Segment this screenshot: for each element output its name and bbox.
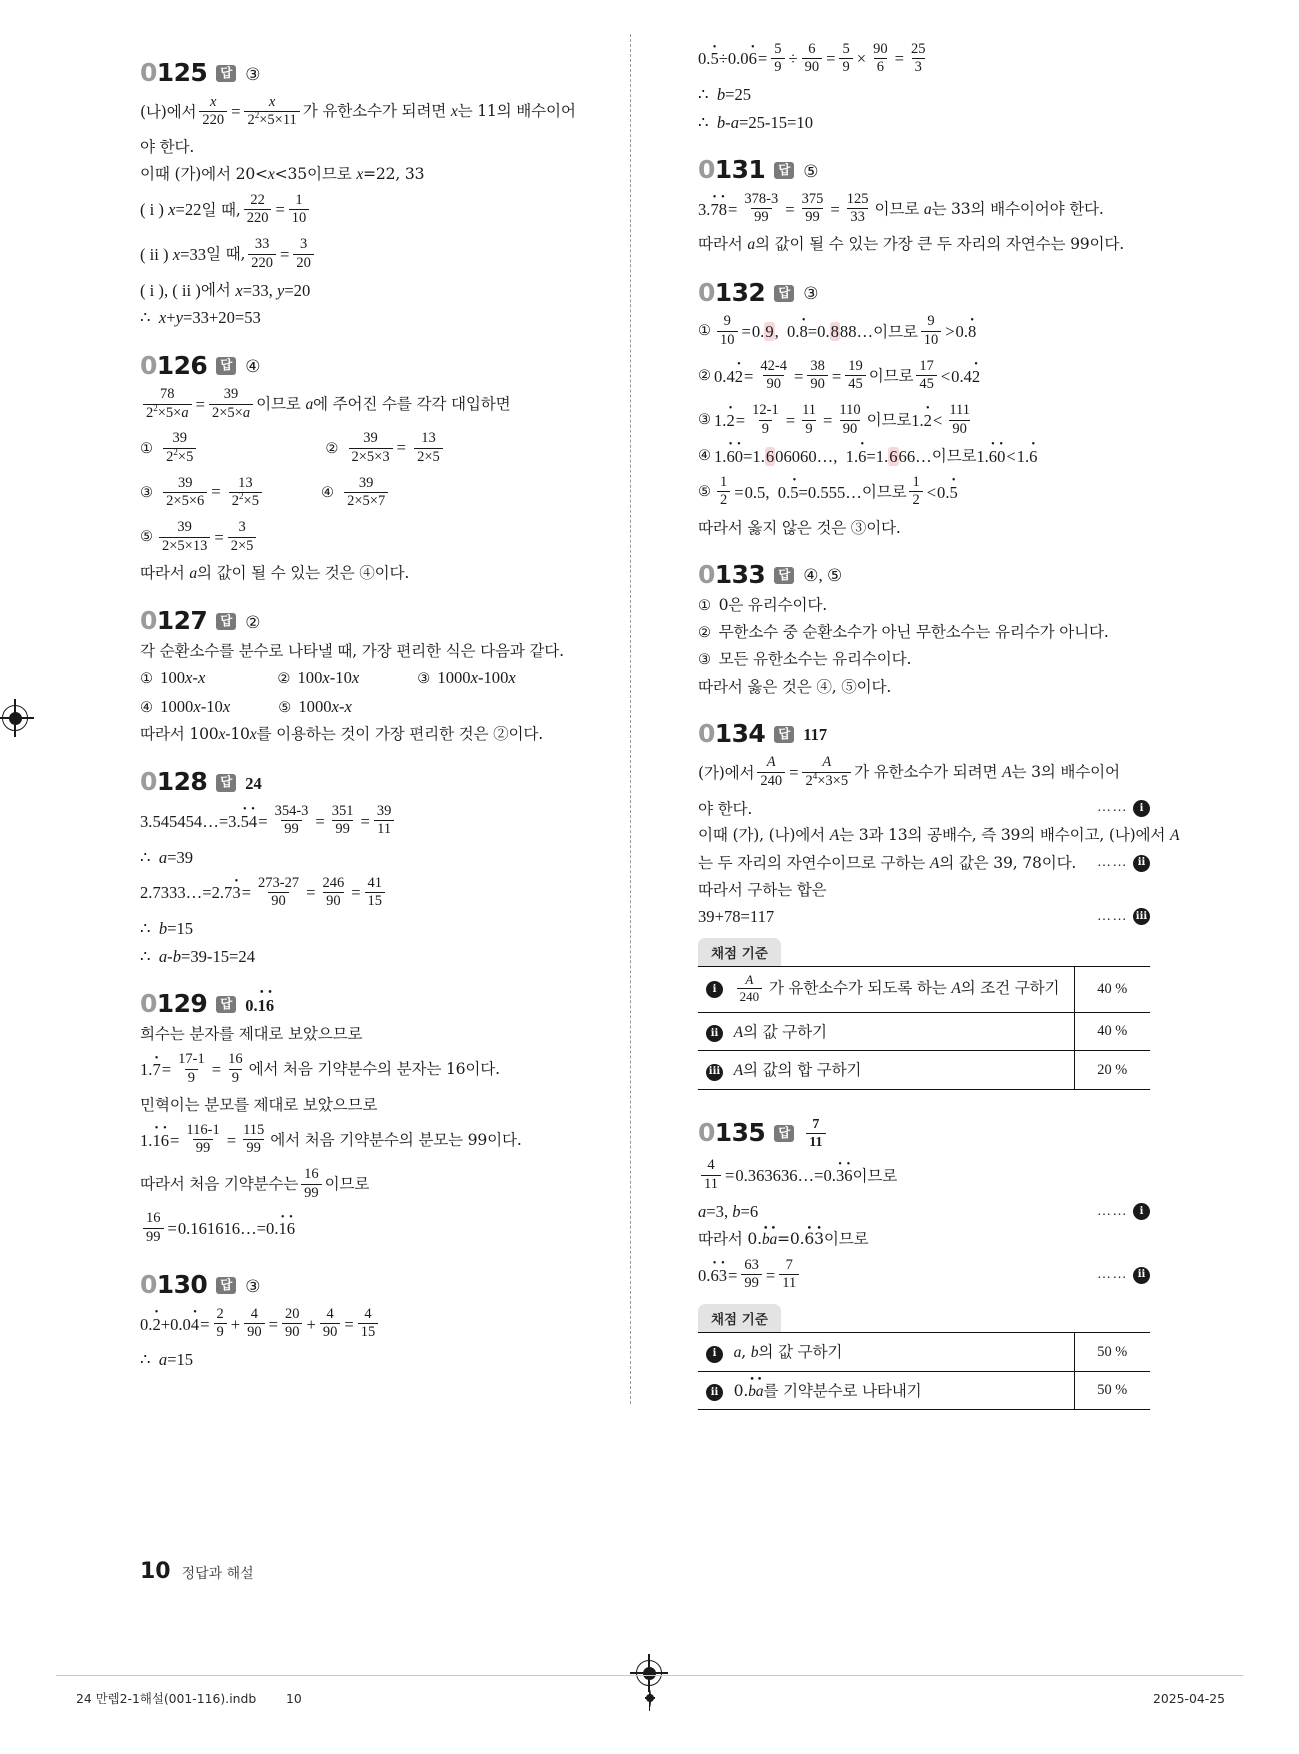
- solution-line: 따라서 구하는 합은: [698, 880, 827, 899]
- rubric-criteria: i $\frac{A}{240}$ 가 유한소수가 되도록 하는 A의 조건 구하기: [698, 966, 1074, 1012]
- print-date: 2025-04-25: [1152, 1690, 1225, 1706]
- solution-line: 0.5 •÷0.06 • = $\frac{5}{9}$ ÷ $\frac{6}{90}$ = $\frac{5}{9}$ × $\frac{90}{6}$ = $\frac{25}{3}$: [698, 42, 1150, 76]
- solution-line: 0.2 •+0.04 • = $\frac{2}{9}$ + $\frac{4}{90}$ = $\frac{20}{90}$ + $\frac{4}{90}$ = $\frac{4}{15}$: [140, 1307, 602, 1341]
- solution-line: ∴ x+y=33+20=53: [140, 308, 261, 328]
- solution-line: ③ $\frac{39}{2\times 5\times 6}$ = $\frac{13}{2^2\times 5}$ ④ $\frac{39}{2\times 5\times 7}$: [140, 476, 602, 510]
- problem-number: 0135: [698, 1117, 766, 1147]
- problem-number: 0132: [698, 277, 766, 307]
- solution-line: ∴ b=15: [140, 919, 194, 939]
- answer-chip: 답: [774, 1125, 794, 1143]
- solution-line: ∴ a=15: [140, 1350, 194, 1370]
- solution-line: ⑤ $\frac{39}{2\times 5\times 13}$ = $\frac{3}{2\times 5}$: [140, 520, 602, 554]
- step-marker-i: …… i: [1097, 1203, 1150, 1220]
- solution-line: 이때 (가), (나)에서 A는 3과 13의 공배수, 즉 39의 배수이고, (나)에서 A: [698, 826, 1180, 845]
- problem-number: 0127: [140, 606, 208, 636]
- table-row: [698, 1371, 1150, 1410]
- rubric-table-0135: [698, 1304, 1150, 1410]
- solution-line: ① 0은 유리수이다.: [698, 595, 827, 614]
- answer-chip: 답: [774, 726, 794, 744]
- rubric-points: 40 %: [1074, 1012, 1150, 1051]
- solution-line: 따라서 처음 기약분수는 $\frac{16}{99}$ 이므로: [140, 1166, 370, 1201]
- problem-number: 0131: [698, 155, 766, 185]
- solution-line: 야 한다.: [140, 138, 195, 157]
- solution-line: ③ 1.2 • = $\frac{12-1}{9}$ = $\frac{11}{9}$ = $\frac{110}{90}$ 이므로 1.2 • < $\frac{111}{90}$: [698, 403, 1150, 437]
- problem-0132: [698, 277, 1150, 537]
- solution-line: 야 한다. …… i: [698, 800, 1150, 817]
- rubric-points: 50 %: [1074, 1371, 1150, 1410]
- solution-line: 3.7 •8 • = $\frac{378-3}{99}$ = $\frac{375}{99}$ = $\frac{125}{33}$ 이므로 a는 33의 배수이어야 한다.: [698, 192, 1150, 226]
- rubric-title: 채점 기준: [698, 938, 781, 966]
- solution-line: ④ 1000x-10x ⑤ 1000x-x: [140, 696, 352, 716]
- right-column: [670, 34, 1180, 1424]
- solution-line: ∴ b-a=25-15=10: [698, 112, 814, 132]
- problem-0134: [698, 718, 1180, 1090]
- answer-chip: 답: [774, 285, 794, 303]
- solution-line: 민혁이는 분모를 제대로 보았으므로: [140, 1095, 378, 1114]
- rubric-title: 채점 기준: [698, 1304, 781, 1332]
- problem-header: [140, 767, 602, 797]
- problem-number: 0126: [140, 350, 208, 380]
- answer-value: 117: [803, 725, 828, 745]
- left-column: [140, 34, 620, 1424]
- solution-line: 희수는 분자를 제대로 보았으므로: [140, 1025, 363, 1044]
- answer-value: ⑤: [803, 161, 819, 181]
- problem-0133: [698, 559, 1150, 696]
- solution-line: a=3, b=6 …… i: [698, 1203, 1150, 1220]
- table-row: [698, 1051, 1150, 1090]
- problem-0127: [140, 608, 602, 743]
- solution-line: ① $\frac{9}{10}$ = 0.9, 0.8 •=0.888… 이므로 $\frac{9}{10}$ > 0.8 •: [698, 315, 1150, 349]
- rubric-points: 40 %: [1074, 966, 1150, 1012]
- answer-chip: 답: [774, 567, 794, 585]
- solution-line: $\frac{78}{2^2\times 5\times a}$ = $\frac{39}{2\times 5\times a}$ 이므로 a에 주어진 수를 각각 대입하면: [140, 388, 602, 422]
- solution-line: $\frac{16}{99}$ = 0.161616…=0.1 •6 •: [140, 1212, 602, 1246]
- answer-value: ③: [245, 1276, 261, 1296]
- solution-line: 는 두 자리의 자연수이므로 구하는 A의 값은 39, 78이다. …… ii: [698, 855, 1150, 872]
- problem-0125: [140, 60, 602, 327]
- page-footer: [140, 1559, 254, 1584]
- step-marker-iii: …… iii: [1097, 908, 1150, 925]
- solution-line: ( i ) x=22 일 때, $\frac{22}{220}$ = $\frac{1}{10}$: [140, 193, 602, 227]
- rubric-points: 50 %: [1074, 1333, 1150, 1372]
- print-filename: 24 만렙2-1해설(001-116).indb: [76, 1691, 257, 1706]
- registration-mark-footer: [649, 1691, 651, 1706]
- rubric-criteria: i a, b의 값 구하기: [698, 1333, 1074, 1372]
- solution-line: $\frac{4}{11}$ = 0.363636…=0.3 •6 • 이므로: [698, 1159, 1150, 1193]
- problem-0130: [140, 1272, 602, 1369]
- problem-0128: [140, 769, 602, 965]
- problem-header: [140, 1270, 602, 1300]
- problem-header: [140, 350, 602, 380]
- step-marker-ii: …… ii: [1097, 855, 1150, 872]
- solution-line: 1.7 • = $\frac{17-1}{9}$ = $\frac{16}{9}$ 에서 처음 기약분수의 분자는 16이다.: [140, 1053, 602, 1087]
- answer-value: ③: [245, 64, 261, 84]
- solution-line: 따라서 100x-10x를 이용하는 것이 가장 편리한 것은 ②이다.: [140, 724, 544, 743]
- problem-0129: [140, 991, 602, 1246]
- solution-line: 이때 (가)에서 20<x<35이므로 x=22, 33: [140, 164, 425, 183]
- answer-chip: 답: [216, 65, 236, 83]
- table-row: [698, 966, 1150, 1012]
- answer-value: ④: [245, 357, 261, 376]
- solution-line: 따라서 옳은 것은 ④, ⑤이다.: [698, 677, 892, 696]
- problem-number: 0133: [698, 559, 766, 589]
- content-columns: [140, 34, 1180, 1424]
- problem-header: [698, 277, 1150, 307]
- step-marker-i: …… i: [1097, 800, 1150, 817]
- rubric-points: 20 %: [1074, 1051, 1150, 1090]
- problem-0131: [698, 157, 1150, 254]
- answer-value: $\frac{7}{11}$: [803, 1118, 828, 1151]
- footer-divider: [56, 1675, 1243, 1676]
- answer-chip: 답: [216, 774, 236, 792]
- solution-line: 따라서 옳지 않은 것은 ③이다.: [698, 518, 901, 537]
- solution-line: ( i ), ( ii ) 에서 x=33, y=20: [140, 280, 311, 300]
- rubric-criteria: ii A의 값 구하기: [698, 1012, 1074, 1051]
- problem-header: [698, 1116, 1150, 1149]
- problem-header: [140, 989, 602, 1019]
- table-row: [698, 1333, 1150, 1372]
- answer-value: 0.1 •6 •: [245, 996, 274, 1016]
- table-row: [698, 1012, 1150, 1051]
- rubric-table-0134: [698, 938, 1150, 1090]
- answer-value: ④, ⑤: [803, 566, 843, 586]
- problem-header: [698, 718, 1150, 748]
- answer-chip: 답: [216, 1277, 236, 1295]
- problem-header: [140, 60, 602, 85]
- solution-line: 39+78=117 …… iii: [698, 908, 1150, 925]
- answer-chip: 답: [216, 357, 236, 375]
- registration-mark-bottom: [636, 1660, 662, 1686]
- solution-line: 2.7333…=2.73 • = $\frac{273-27}{90}$ = $\frac{246}{90}$ = $\frac{41}{15}$: [140, 876, 602, 910]
- problem-header: [698, 559, 1150, 589]
- solution-line: 따라서 a의 값이 될 수 있는 것은 ④이다.: [140, 563, 410, 582]
- problem-number: 0130: [140, 1270, 208, 1300]
- solution-line: ( ii ) x=33 일 때, $\frac{33}{220}$ = $\frac{3}{20}$: [140, 237, 602, 271]
- solution-line: ③ 모든 유한소수는 유리수이다.: [698, 650, 912, 669]
- problem-header: [698, 155, 1150, 185]
- solution-line: ② 0.42 • = $\frac{42-4}{90}$ = $\frac{38}{90}$ = $\frac{19}{45}$ 이므로 $\frac{17}{45}$ < 0.42 •: [698, 359, 1150, 393]
- problem-0135: [698, 1116, 1150, 1411]
- solution-line: 0.6 •3 • = $\frac{63}{99}$ = $\frac{7}{11}$ …… ii: [698, 1258, 1150, 1292]
- answer-value: 24: [245, 773, 262, 793]
- solution-line: ④ 1.6 •0 •=1.606060…, 1.6 •=1.666… 이므로 1.6 •0 • < 1.6 •: [698, 448, 1150, 465]
- registration-mark-left: [2, 705, 28, 731]
- problem-0126: [140, 350, 602, 583]
- solution-line: (가)에서 $\frac{A}{240}$ = $\frac{A}{2^4\times 3\times 5}$ 가 유한소수가 되려면 A는 3의 배수이어: [698, 754, 1120, 790]
- solution-line: ∴ a=39: [140, 847, 194, 867]
- solution-line: ∴ a-b=39-15=24: [140, 946, 256, 966]
- page-label: 정답과 해설: [181, 1566, 254, 1582]
- solution-line: ② 무한소수 중 순환소수가 아닌 무한소수는 유리수가 아니다.: [698, 623, 1109, 642]
- answer-chip: 답: [216, 613, 236, 631]
- solution-line: 따라서 0.b •a •=0.6 •3 •이므로: [698, 1231, 1150, 1248]
- answer-chip: 답: [216, 996, 236, 1014]
- solution-line: 1.1 •6 • = $\frac{116-1}{99}$ = $\frac{115}{99}$ 에서 처음 기약분수의 분모는 99이다.: [140, 1123, 602, 1157]
- answer-value: ②: [245, 612, 261, 632]
- problem-header: [140, 606, 602, 636]
- problem-number: 0125: [140, 58, 208, 87]
- print-page-number: 10: [286, 1690, 302, 1706]
- rubric-criteria: ii 0.b •a •를 기약분수로 나타내기: [698, 1371, 1074, 1410]
- answer-value: ③: [803, 284, 819, 304]
- solution-line: (나)에서 $\frac{x}{220}$ = $\frac{x}{2^2\times 5\times 11}$ 가 유한소수가 되려면 x는 11의 배수이어: [140, 93, 576, 129]
- page-number: 10: [140, 1559, 171, 1584]
- answer-chip: 답: [774, 162, 794, 180]
- solution-line: ∴ b=25: [698, 85, 752, 105]
- solution-line: 3.545454…=3.5 •4 • = $\frac{354-3}{99}$ = $\frac{351}{99}$ = $\frac{39}{11}$: [140, 804, 602, 838]
- solution-line: 따라서 a의 값이 될 수 있는 가장 큰 두 자리의 자연수는 99이다.: [698, 235, 1125, 254]
- problem-0130-continued: [698, 42, 1150, 131]
- solution-line: ⑤ $\frac{1}{2}$ = 0.5, 0.5 •=0.555… 이므로 $\frac{1}{2}$ < 0.5 •: [698, 475, 1150, 509]
- problem-number: 0128: [140, 767, 208, 797]
- problem-number: 0129: [140, 989, 208, 1019]
- solution-line: ① 100x-x ② 100x-10x ③ 1000x-100x: [140, 668, 516, 688]
- rubric-criteria: iii A의 값의 합 구하기: [698, 1051, 1074, 1090]
- problem-number: 0134: [698, 718, 766, 748]
- solution-line: 각 순환소수를 분수로 나타낼 때, 가장 편리한 식은 다음과 같다.: [140, 642, 564, 661]
- step-marker-ii: …… ii: [1097, 1267, 1150, 1284]
- solution-line: ① $\frac{39}{2^2\times 5}$ ② $\frac{39}{2\times 5\times 3}$ = $\frac{13}{2\times 5}$: [140, 432, 602, 466]
